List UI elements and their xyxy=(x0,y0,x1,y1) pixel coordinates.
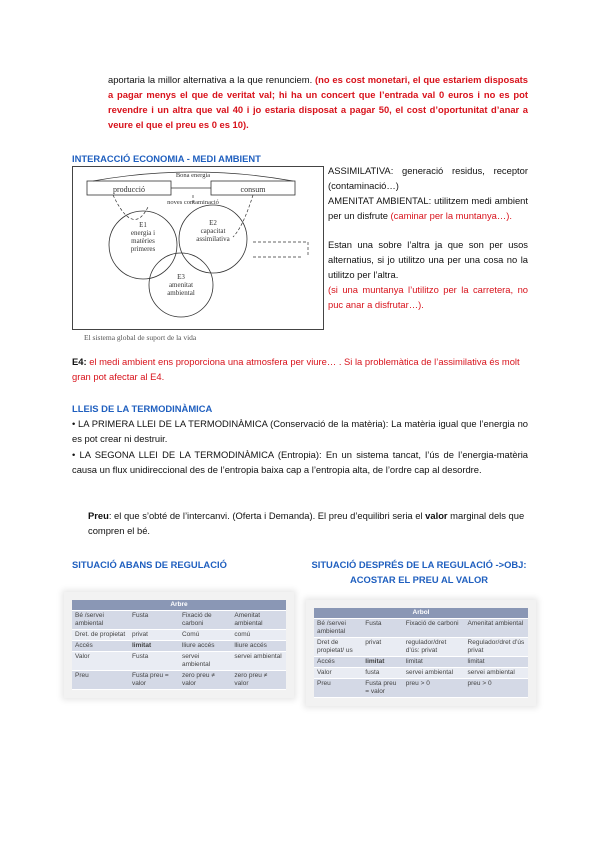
intro-text: aportaria la millor alternativa a la que renunciem. xyxy=(108,74,315,85)
table-despres-cell: servei ambiental xyxy=(465,668,528,679)
table-abans-cell: zero preu ≠ valor xyxy=(179,671,231,690)
table-despres-cell: preu > 0 xyxy=(465,679,528,698)
table-despres-cell: Dret de propietat/ us xyxy=(314,638,362,657)
preu-valor: valor xyxy=(425,510,448,521)
e4-label: E4: xyxy=(72,356,90,367)
preu-text-2: marginal dels que compren el bé. xyxy=(88,510,525,536)
diagram-caption: El sistema global de suport de la vida xyxy=(84,333,197,342)
preu-text-1: : el que s’obté de l’intercanvi. (Oferta i Demanda). El preu d’equilibri seria el xyxy=(108,510,426,521)
e1-label xyxy=(131,221,156,253)
amenitat-paragraph xyxy=(328,193,528,223)
e3-label-line: amenitat xyxy=(168,281,194,289)
table-despres-cell: privat xyxy=(362,638,403,657)
preu-paragraph xyxy=(88,508,532,538)
table-despres-cell: servei ambiental xyxy=(403,668,465,679)
table-abans-cell: Fusta xyxy=(129,652,179,671)
table-despres-cell: limitat xyxy=(362,657,403,668)
situacio-despres-heading-line2: ACOSTAR EL PREU AL VALOR xyxy=(349,574,489,585)
table-despres xyxy=(314,608,528,698)
table-despres-row xyxy=(314,619,528,638)
e1-label-line: matèries xyxy=(131,237,155,245)
table-despres-wrapper xyxy=(306,600,536,706)
table-despres-cell: Regulador/dret d’ús privat xyxy=(465,638,528,657)
table-despres-cell: Valor xyxy=(314,668,362,679)
table-despres-row xyxy=(314,668,528,679)
e2-label-line: E2 xyxy=(209,219,217,227)
e2-label-line: assimilativa xyxy=(196,235,230,243)
e3-label xyxy=(167,273,195,297)
table-abans-cell: Accés xyxy=(72,641,129,652)
table-abans-cell: limitat xyxy=(129,641,179,652)
table-abans-cell: Valor xyxy=(72,652,129,671)
section-heading-termodinamica: LLEIS DE LA TERMODINÀMICA xyxy=(72,403,213,414)
e1-label-line: primeres xyxy=(130,245,156,253)
table-abans xyxy=(72,600,286,690)
table-abans-cell: comú xyxy=(231,630,286,641)
section-heading-interaccio: INTERACCIÓ ECONOMIA - MEDI AMBIENT xyxy=(72,153,261,164)
table-abans-cell: zero preu ≠ valor xyxy=(231,671,286,690)
e3-label-line: ambiental xyxy=(167,289,195,297)
table-despres-cell: Fusta preu = valor xyxy=(362,679,403,698)
top-label: Bona energia xyxy=(175,172,211,179)
table-despres-cell: Amenitat ambiental xyxy=(465,619,528,638)
table-despres-cell: limitat xyxy=(403,657,465,668)
produccio-label: producció xyxy=(113,185,145,194)
law2-text: • LA SEGONA LLEI DE LA TERMODINÀMICA (Entropia): En un sistema tancat, l’ús de l’energia-matèria causa un flux unidireccional des de l’entropia baixa cap a l’entropia alta, de l’ordre cap al desordre. xyxy=(72,449,528,475)
e1-label-line: energia i xyxy=(130,229,156,237)
table-despres-row xyxy=(314,679,528,698)
table-abans-cell: Preu xyxy=(72,671,129,690)
table-abans-cell: Bé /servei ambiental xyxy=(72,611,129,630)
table-abans-wrapper xyxy=(64,592,294,698)
table-despres-cell: limitat xyxy=(465,657,528,668)
table-abans-title: Arbre xyxy=(72,600,286,611)
side-dashes xyxy=(253,242,308,257)
table-abans-row xyxy=(72,671,286,690)
right-column xyxy=(328,163,528,312)
table-abans-cell: privat xyxy=(129,630,179,641)
table-despres-row xyxy=(314,657,528,668)
table-abans-cell: lliure accés xyxy=(231,641,286,652)
table-abans-cell: servei ambiental xyxy=(179,652,231,671)
table-abans-row xyxy=(72,652,286,671)
table-abans-cell: Fixació de carboni xyxy=(179,611,231,630)
diagram-svg xyxy=(73,167,323,329)
table-abans-cell: Fusta preu = valor xyxy=(129,671,179,690)
preu-label: Preu xyxy=(88,510,109,521)
table-despres-cell: Fusta xyxy=(362,619,403,638)
life-support-diagram xyxy=(72,166,324,330)
assimilativa-text: ASSIMILATIVA: generació residus, receptor (contaminació…) xyxy=(328,165,528,191)
table-abans-cell: Fusta xyxy=(129,611,179,630)
situacio-despres-heading-line1: SITUACIÓ DESPRÉS DE LA REGULACIÓ ->OBJ: xyxy=(311,559,527,570)
intro-paragraph xyxy=(108,72,528,132)
e4-paragraph xyxy=(72,354,532,384)
e2-label-line: capacitat xyxy=(200,227,226,235)
e3-label-line: E3 xyxy=(177,273,185,281)
e2-label xyxy=(196,219,230,243)
situacio-despres-heading xyxy=(305,557,533,587)
table-despres-cell: Accés xyxy=(314,657,362,668)
amenitat-red-text: (caminar per la muntanya…). xyxy=(390,210,512,221)
table-abans-row xyxy=(72,611,286,630)
estan-text: Estan una sobre l’altra ja que son per usos alternatius, si jo utilitzo una per una cosa no la utilitzo per l’altra. xyxy=(328,239,528,280)
table-despres-title: Arbol xyxy=(314,608,528,619)
consum-label: consum xyxy=(240,185,266,194)
e4-red-text: el medi ambient ens proporciona una atmosfera per viure… . Si la problemàtica de l’assimilativa és molt gran pot afectar al E4. xyxy=(72,356,520,382)
situacio-abans-heading: SITUACIÓ ABANS DE REGULACIÓ xyxy=(72,559,227,570)
table-despres-cell: fusta xyxy=(362,668,403,679)
table-abans-cell: servei ambiental xyxy=(231,652,286,671)
table-abans-cell: Dret. de propietat xyxy=(72,630,129,641)
table-despres-cell: regulador/dret d’ús: privat xyxy=(403,638,465,657)
table-despres-cell: Preu xyxy=(314,679,362,698)
waste-label: noves contaminació xyxy=(167,199,219,206)
law1-text: • LA PRIMERA LLEI DE LA TERMODINÀMICA (Conservació de la matèria): La matèria igual que l’energia no es pot crear ni destruir. xyxy=(72,418,528,444)
table-abans-row xyxy=(72,630,286,641)
table-abans-cell: Comú xyxy=(179,630,231,641)
table-abans-cell: Amenitat ambiental xyxy=(231,611,286,630)
table-despres-cell: preu > 0 xyxy=(403,679,465,698)
table-despres-cell: Bé /servei ambiental xyxy=(314,619,362,638)
e1-label-line: E1 xyxy=(139,221,147,229)
table-despres-cell: Fixació de carboni xyxy=(403,619,465,638)
estan-red-text: (si una muntanya l’utilitzo per la carretera, no puc anar a disfrutar…). xyxy=(328,284,528,310)
table-despres-row xyxy=(314,638,528,657)
table-abans-row xyxy=(72,641,286,652)
intro-red-text: (no es cost monetari, el que estariem disposats a pagar menys el que de veritat val; hi ha un concert que l’entrada val 0 euros i no es pot revendre i un altra que val 40 i jo estaria disposat a pagar 50, el cost d’oportunitat d’anar a veure el que el preu es 0 es 10). xyxy=(108,74,528,130)
amenitat-text: AMENITAT AMBIENTAL: utilitzem medi ambient per un disfrute xyxy=(328,195,528,221)
table-abans-cell: lliure accés xyxy=(179,641,231,652)
